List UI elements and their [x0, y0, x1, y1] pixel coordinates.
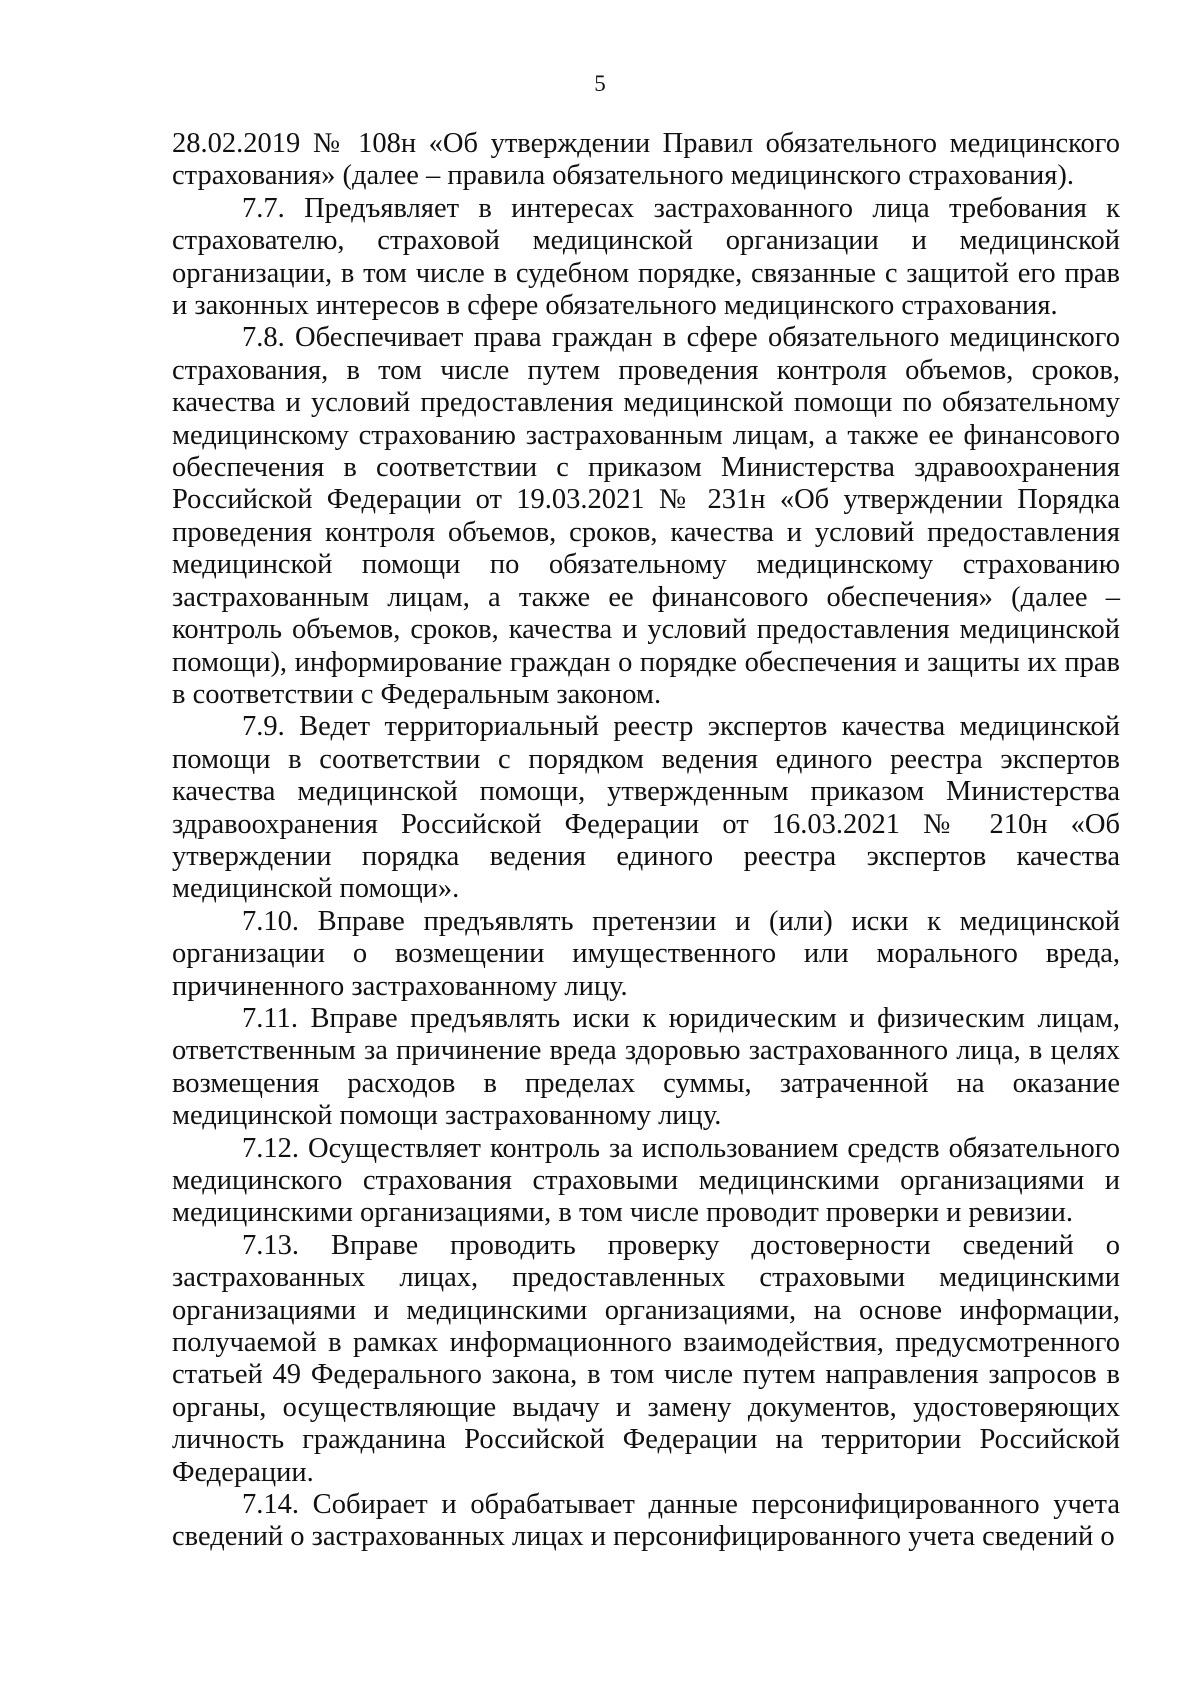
- paragraph-7-14: 7.14. Собирает и обрабатывает данные персонифицированного учета сведений о застрахованных лицах и персонифицированного учета сведений о: [172, 1489, 1120, 1553]
- paragraph-7-8: 7.8. Обеспечивает права граждан в сфере обязательного медицинского страхования, в том числе путем проведения контроля объемов, сроков, качества и условий предоставления медицинской помощи по обязательному медицинскому страхованию застрахованным лицам, а также ее финансового обеспечения в соответствии с приказом Министерства здравоохранения Российской Федерации от 19.03.2021 № 231н «Об утверждении Порядка проведения контроля объемов, сроков, качества и условий предоставления медицинской помощи по обязательному медицинскому страхованию застрахованным лицам, а также ее финансового обеспечения» (далее – контроль объемов, сроков, качества и условий предоставления медицинской помощи), информирование граждан о порядке обеспечения и защиты их прав в соответствии с Федеральным законом.: [172, 322, 1120, 710]
- paragraph-7-13: 7.13. Вправе проводить проверку достоверности сведений о застрахованных лицах, предоставленных страховыми медицинскими организациями и медицинскими организациями, на основе информации, получаемой в рамках информационного взаимодействия, предусмотренного статьей 49 Федерального закона, в том числе путем направления запросов в органы, осуществляющие выдачу и замену документов, удостоверяющих личность гражданина Российской Федерации на территории Российской Федерации.: [172, 1229, 1120, 1488]
- paragraph-7-10: 7.10. Вправе предъявлять претензии и (или) иски к медицинской организации о возмещении имущественного или морального вреда, причиненного застрахованному лицу.: [172, 905, 1120, 1002]
- paragraph-7-12: 7.12. Осуществляет контроль за использованием средств обязательного медицинского страхования страховыми медицинскими организациями и медицинскими организациями, в том числе проводит проверки и ревизии.: [172, 1132, 1120, 1229]
- paragraph-7-11: 7.11. Вправе предъявлять иски к юридическим и физическим лицам, ответственным за причинение вреда здоровью застрахованного лица, в целях возмещения расходов в пределах суммы, затраченной на оказание медицинской помощи застрахованному лицу.: [172, 1002, 1120, 1132]
- paragraph-continuation: 28.02.2019 № 108н «Об утверждении Правил обязательного медицинского страхования» (далее – правила обязательного медицинского страхования).: [172, 128, 1120, 192]
- paragraph-7-9: 7.9. Ведет территориальный реестр экспертов качества медицинской помощи в соответствии с порядком ведения единого реестра экспертов качества медицинской помощи, утвержденным приказом Министерства здравоохранения Российской Федерации от 16.03.2021 № 210н «Об утверждении порядка ведения единого реестра экспертов качества медицинской помощи».: [172, 711, 1120, 905]
- document-body: [172, 128, 1120, 1554]
- paragraph-7-7: 7.7. Предъявляет в интересах застрахованного лица требования к страхователю, страховой медицинской организации и медицинской организации, в том числе в судебном порядке, связанные с защитой его прав и законных интересов в сфере обязательного медицинского страхования.: [172, 192, 1120, 322]
- page-number: 5: [594, 71, 606, 96]
